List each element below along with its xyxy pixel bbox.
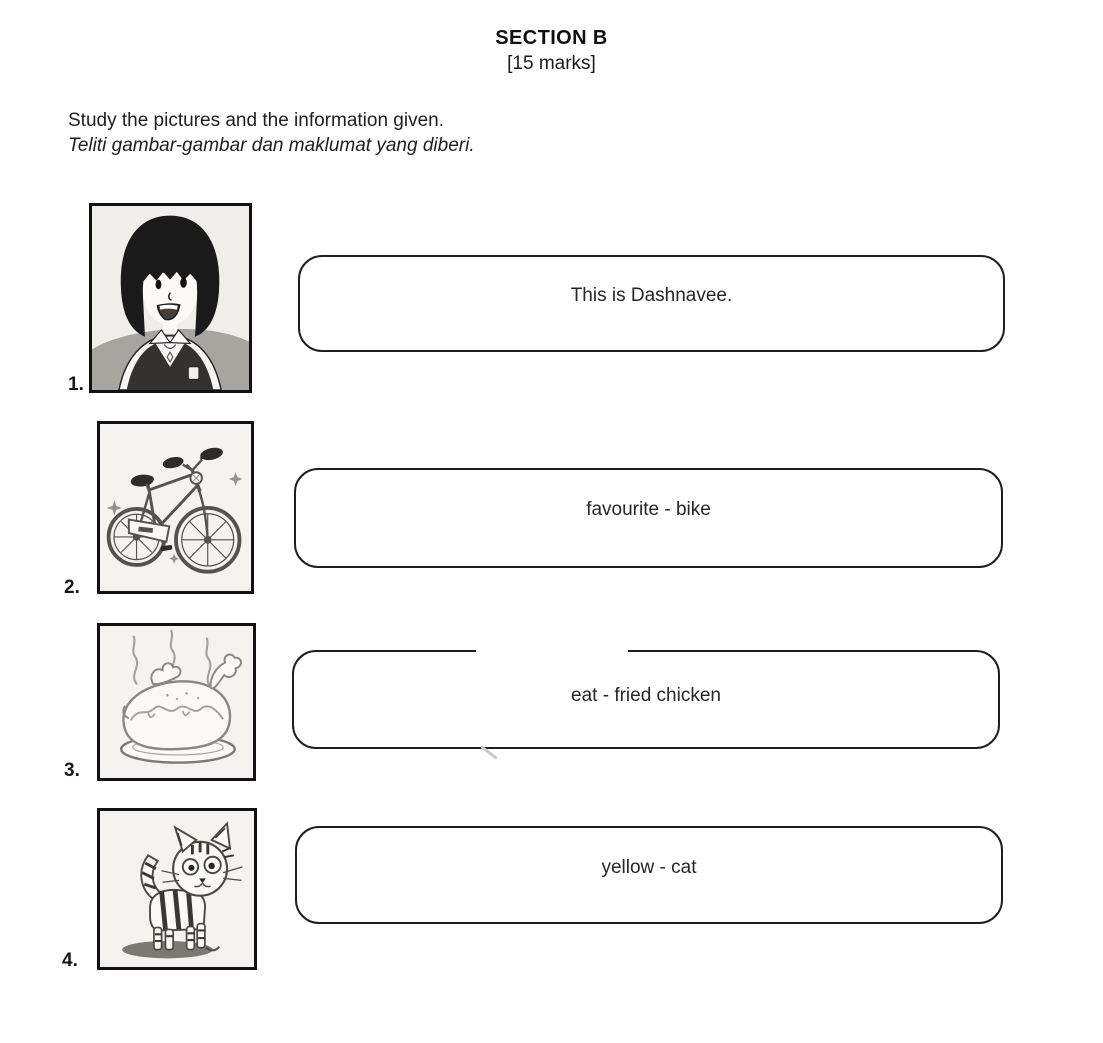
bicycle-picture [100, 424, 251, 591]
section-title: SECTION B [495, 27, 608, 49]
item-3-info-box [292, 650, 1000, 749]
cat-picture [100, 811, 254, 967]
item-1-info-box [298, 255, 1005, 352]
schoolgirl-picture [92, 206, 249, 390]
item-2-info-text: favourite - bike [586, 499, 711, 520]
item-4-number: 4. [62, 950, 78, 971]
item-1-number: 1. [68, 374, 84, 395]
item-4-info-text: yellow - cat [601, 857, 697, 878]
item-2-info-box [294, 468, 1003, 568]
item-3-number: 3. [64, 760, 80, 781]
marks-label: [15 marks] [507, 53, 596, 74]
instructions-block [68, 108, 475, 158]
item-4-picture-frame [97, 808, 257, 970]
item-3-info-text: eat - fried chicken [571, 685, 721, 706]
item-3-picture-frame [97, 623, 256, 781]
instruction-english: Study the pictures and the information given. [68, 110, 445, 131]
item-1-info-text: This is Dashnavee. [570, 285, 733, 306]
instruction-malay: Teliti gambar-gambar dan maklumat yang diberi. [68, 135, 475, 156]
item-2-picture-frame [97, 421, 254, 594]
item-2-number: 2. [64, 577, 80, 598]
item-1-picture-frame [89, 203, 252, 393]
whiteout-patch [476, 616, 628, 654]
item-4-info-box [295, 826, 1003, 924]
fried-chicken-picture [100, 626, 253, 778]
